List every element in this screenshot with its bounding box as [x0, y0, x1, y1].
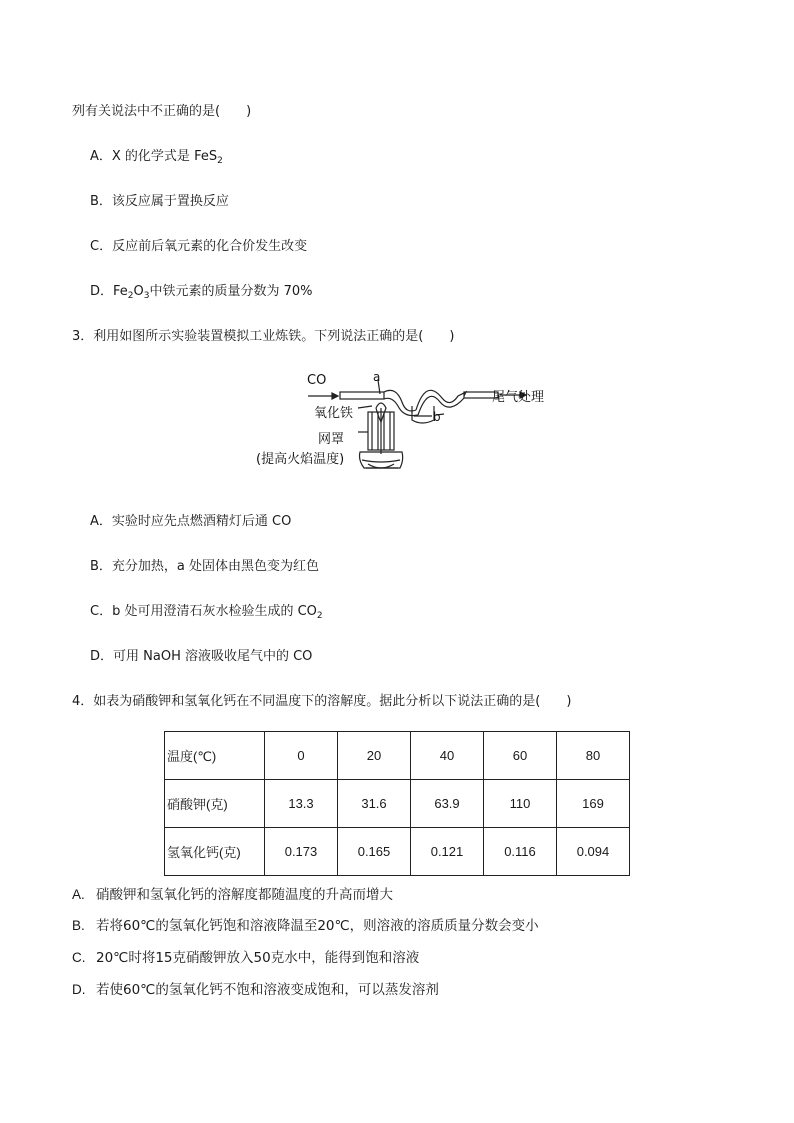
q2-option-a[interactable]: A．X 的化学式是 FeS$_2$: [90, 149, 223, 166]
table-cell: 110: [484, 780, 557, 828]
mesh-note-label: (提高火焰温度): [256, 452, 345, 467]
table-cell: 氢氧化钙(克): [165, 828, 265, 876]
q2-option-c[interactable]: C．反应前后氧元素的化合价发生改变: [90, 239, 308, 254]
table-row: [165, 732, 630, 780]
table-cell: 20: [338, 732, 411, 780]
iron-smelting-apparatus-figure: [250, 368, 560, 480]
q3-option-d[interactable]: D．可用 NaOH 溶液吸收尾气中的 CO: [90, 649, 313, 664]
q2-option-d[interactable]: D．$Fe_2O_3$中铁元素的质量分数为 70%: [90, 284, 313, 301]
table-cell: 169: [557, 780, 630, 828]
table-cell: 0.121: [411, 828, 484, 876]
table-cell: 80: [557, 732, 630, 780]
table-cell: 0: [265, 732, 338, 780]
mesh-label: 网罩: [318, 432, 345, 447]
q3-option-c[interactable]: C．b 处可用澄清石灰水检验生成的 $CO_2$: [90, 604, 323, 621]
q4-option-d[interactable]: D. 若使60℃的氢氧化钙不饱和溶液变成饱和，可以蒸发溶剂: [72, 982, 439, 998]
q4-stem: 4．如表为硝酸钾和氢氧化钙在不同温度下的溶解度。据此分析以下说法正确的是( ): [72, 694, 572, 709]
table-cell: 0.094: [557, 828, 630, 876]
q4-option-b[interactable]: B. 若将60℃的氢氧化钙饱和溶液降温至20℃，则溶液的溶质质量分数会变小: [72, 918, 539, 934]
table-cell: 13.3: [265, 780, 338, 828]
co-inlet-label: CO: [307, 373, 327, 388]
table-cell: 60: [484, 732, 557, 780]
table-cell: 0.165: [338, 828, 411, 876]
table-cell: 硝酸钾(克): [165, 780, 265, 828]
table-row: [165, 780, 630, 828]
table-cell: 0.173: [265, 828, 338, 876]
q3-option-a[interactable]: A．实验时应先点燃酒精灯后通 CO: [90, 514, 292, 529]
table-cell: 40: [411, 732, 484, 780]
table-cell: 0.116: [484, 828, 557, 876]
q3-option-b[interactable]: B．充分加热，a 处固体由黑色变为红色: [90, 559, 320, 574]
point-b-label: b: [433, 410, 441, 424]
table-cell: 63.9: [411, 780, 484, 828]
q4-option-c[interactable]: C. 20℃时将15克硝酸钾放入50克水中，能得到饱和溶液: [72, 950, 420, 966]
point-a-label: a: [373, 370, 381, 384]
q4-option-a[interactable]: A. 硝酸钾和氢氧化钙的溶解度都随温度的升高而增大: [72, 887, 393, 903]
table-row: [165, 828, 630, 876]
q2-stem: 列有关说法中不正确的是( ): [72, 104, 252, 119]
solubility-table: [164, 731, 630, 876]
q3-stem: 3．利用如图所示实验装置模拟工业炼铁。下列说法正确的是( ): [72, 329, 455, 344]
table-cell: 温度(℃): [165, 732, 265, 780]
q2-option-b[interactable]: B．该反应属于置换反应: [90, 194, 229, 209]
table-cell: 31.6: [338, 780, 411, 828]
exhaust-label: 尾气处理: [492, 390, 545, 405]
iron-oxide-label: 氧化铁: [314, 406, 354, 421]
